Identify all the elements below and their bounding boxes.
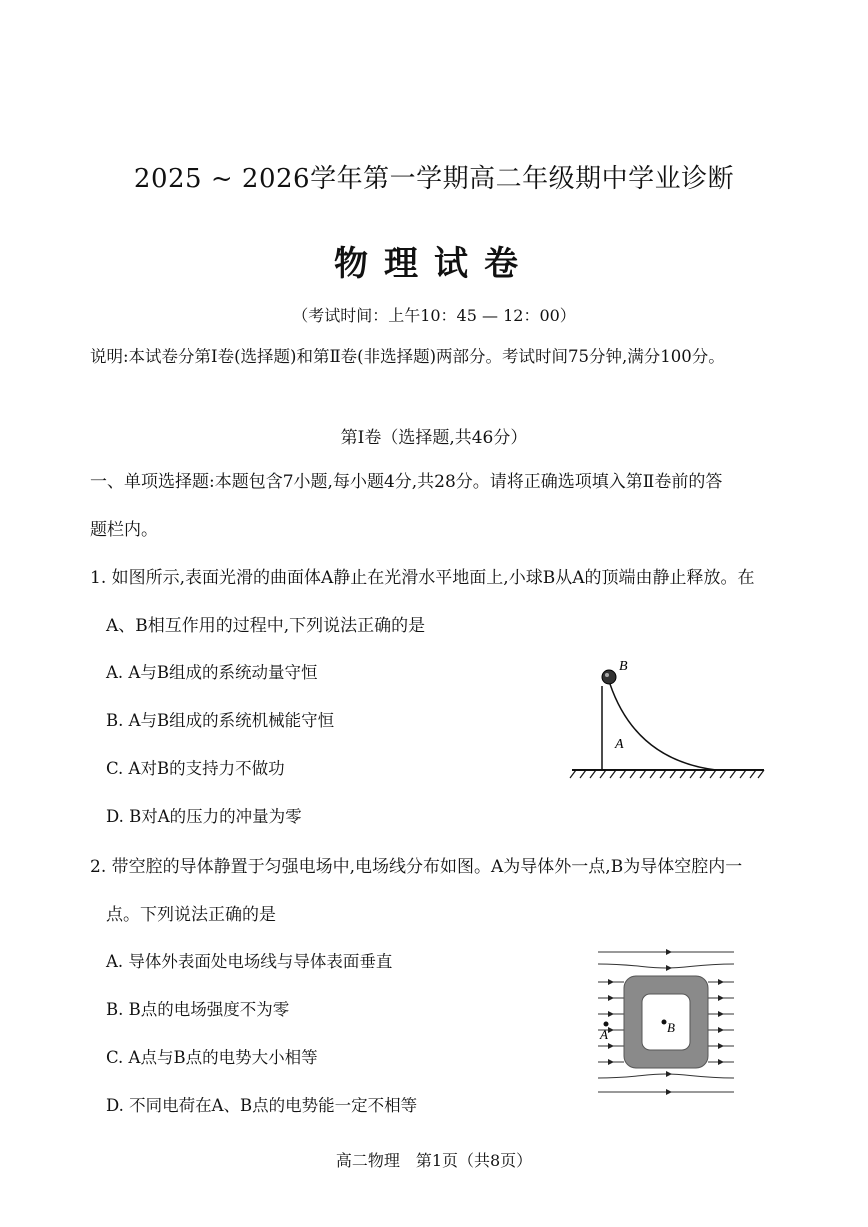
question-2-option-a: A. 导体外表面处电场线与导体表面垂直 [106,952,393,971]
point-a [604,1022,609,1027]
section-intro-line2: 题栏内。 [90,520,158,540]
section-title: 第Ⅰ卷（选择题,共46分） [340,428,528,448]
subject-title: 物理试卷 [334,244,534,284]
instructions: 说明:本试卷分第Ⅰ卷(选择题)和第Ⅱ卷(非选择题)两部分。考试时间75分钟,满分100分。 [90,347,725,366]
question-1-figure [566,650,770,780]
question-2-stem-line2: 点。下列说法正确的是 [106,905,276,925]
page-footer: 高二物理 第1页（共8页） [335,1151,533,1170]
question-2-option-b: B. B点的电场强度不为零 [106,1000,290,1019]
question-2-option-d: D. 不同电荷在A、B点的电势能一定不相等 [106,1096,418,1115]
question-1-option-d: D. B对A的压力的冲量为零 [106,807,302,826]
point-a-label: A [600,1027,608,1042]
question-1-stem-line1: 1. 如图所示,表面光滑的曲面体A静止在光滑水平地面上,小球B从A的顶端由静止释放。在 [90,568,755,588]
section-intro-line1: 一、单项选择题:本题包含7小题,每小题4分,共28分。请将正确选项填入第Ⅱ卷前的答 [90,472,723,492]
question-2-stem-line1: 2. 带空腔的导体静置于匀强电场中,电场线分布如图。A为导体外一点,B为导体空腔内一 [90,857,743,877]
question-1-stem-line2: A、B相互作用的过程中,下列说法正确的是 [106,616,426,636]
body-a-label: A [615,737,624,752]
question-1-option-b: B. A与B组成的系统机械能守恒 [106,711,335,730]
point-b-label: B [667,1020,675,1035]
ball-b-label: B [619,659,628,674]
exam-time: （考试时间：上午10：45 — 12：00） [292,306,576,325]
ball-b [602,670,616,684]
ground-hatching [570,770,764,778]
question-2-figure [594,944,738,1100]
question-1-option-c: C. A对B的支持力不做功 [106,759,285,778]
exam-title: 2025 ~ 2026学年第一学期高二年级期中学业诊断 [133,164,735,194]
question-2-option-c: C. A点与B点的电势大小相等 [106,1048,318,1067]
curved-body-surface [610,684,716,770]
question-1-option-a: A. A与B组成的系统动量守恒 [106,663,318,682]
point-b [662,1020,667,1025]
